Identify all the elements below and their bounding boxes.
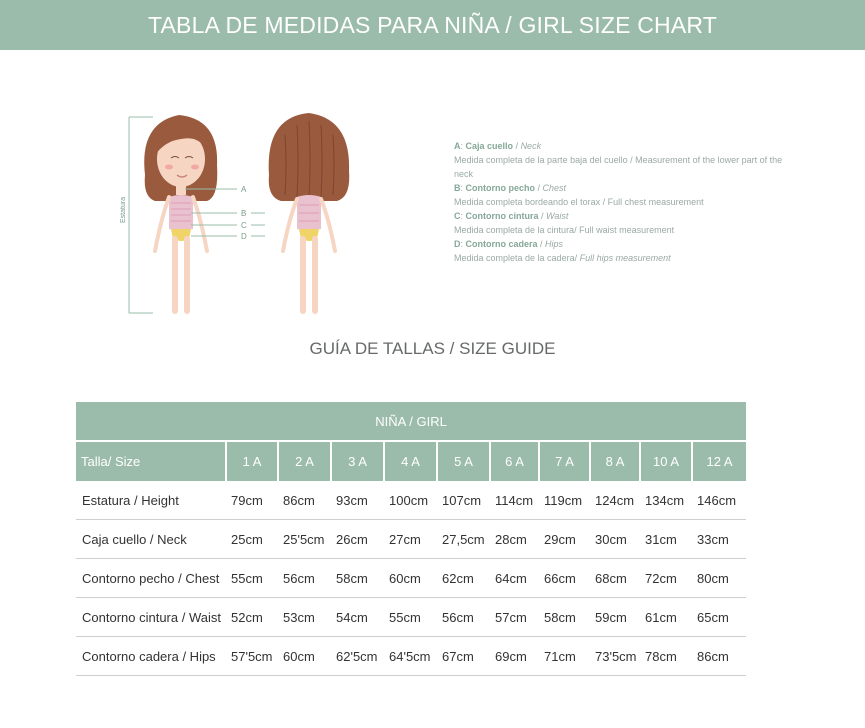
table-group-header: NIÑA / GIRL [76,402,746,441]
table-cell: 25'5cm [278,520,331,559]
table-cell: 27,5cm [437,520,490,559]
page-title: TABLA DE MEDIDAS PARA NIÑA / GIRL SIZE CHART [147,11,718,38]
row-label: Contorno cintura / Waist [76,598,226,637]
legend-desc-chest: Medida completa bordeando el torax / Full chest measurement [454,197,704,207]
girl-measurement-illustration [115,105,370,325]
girl-back [269,113,350,311]
table-cell: 124cm [590,481,640,520]
size-col: 5 A [437,441,490,481]
size-col: 1 A [226,441,278,481]
table-cell: 57cm [490,598,539,637]
table-cell: 55cm [384,598,437,637]
table-cell: 60cm [384,559,437,598]
table-row [76,637,746,676]
size-col: 10 A [640,441,692,481]
marker-a: A [241,185,247,194]
table-cell: 66cm [539,559,590,598]
legend-desc-neck: Medida completa de la parte baja del cuello / Measurement of the lower part of the neck [454,155,783,179]
size-col: 7 A [539,441,590,481]
table-cell: 29cm [539,520,590,559]
table-cell: 56cm [278,559,331,598]
legend-desc-hips: Medida completa de la cadera/ Full hips measurement [454,253,671,263]
table-cell: 57'5cm [226,637,278,676]
marker-c: C [241,221,247,230]
table-row [76,598,746,637]
measurement-legend [454,139,784,265]
table-cell: 52cm [226,598,278,637]
table-row [76,559,746,598]
size-header-row [76,441,746,481]
table-cell: 62cm [437,559,490,598]
table-cell: 100cm [384,481,437,520]
page-banner [0,0,865,50]
table-cell: 58cm [331,559,384,598]
size-col: 3 A [331,441,384,481]
size-table [76,402,746,676]
table-cell: 73'5cm [590,637,640,676]
table-cell: 146cm [692,481,746,520]
table-cell: 60cm [278,637,331,676]
size-col: 4 A [384,441,437,481]
table-cell: 26cm [331,520,384,559]
size-header-label: Talla/ Size [76,441,226,481]
table-cell: 67cm [437,637,490,676]
size-col: 12 A [692,441,746,481]
table-cell: 71cm [539,637,590,676]
legend-item-hips: D: Contorno cadera / Hips [454,239,564,249]
table-cell: 119cm [539,481,590,520]
table-row [76,520,746,559]
marker-d: D [241,232,247,241]
table-cell: 79cm [226,481,278,520]
table-cell: 53cm [278,598,331,637]
table-cell: 59cm [590,598,640,637]
size-col: 2 A [278,441,331,481]
size-col: 6 A [490,441,539,481]
legend-desc-waist: Medida completa de la cintura/ Full waist measurement [454,225,675,235]
table-cell: 54cm [331,598,384,637]
size-col: 8 A [590,441,640,481]
legend-item-neck: A: Caja cuello / Neck [454,141,542,151]
row-label: Contorno cadera / Hips [76,637,226,676]
table-cell: 30cm [590,520,640,559]
size-guide-title: GUÍA DE TALLAS / SIZE GUIDE [309,339,556,358]
table-cell: 80cm [692,559,746,598]
legend-item-chest: B: Contorno pecho / Chest [454,183,567,193]
table-cell: 55cm [226,559,278,598]
table-cell: 65cm [692,598,746,637]
table-cell: 33cm [692,520,746,559]
table-cell: 86cm [278,481,331,520]
table-cell: 107cm [437,481,490,520]
table-cell: 25cm [226,520,278,559]
table-cell: 86cm [692,637,746,676]
table-cell: 78cm [640,637,692,676]
table-cell: 62'5cm [331,637,384,676]
table-cell: 114cm [490,481,539,520]
marker-b: B [241,209,247,218]
table-cell: 27cm [384,520,437,559]
table-cell: 69cm [490,637,539,676]
table-row [76,481,746,520]
table-cell: 56cm [437,598,490,637]
legend-item-waist: C: Contorno cintura / Waist [454,211,569,221]
table-cell: 64'5cm [384,637,437,676]
table-cell: 64cm [490,559,539,598]
table-cell: 72cm [640,559,692,598]
table-cell: 93cm [331,481,384,520]
table-cell: 58cm [539,598,590,637]
table-cell: 28cm [490,520,539,559]
table-cell: 68cm [590,559,640,598]
row-label: Contorno pecho / Chest [76,559,226,598]
row-label: Estatura / Height [76,481,226,520]
table-cell: 134cm [640,481,692,520]
height-label: Estatura [120,196,127,223]
row-label: Caja cuello / Neck [76,520,226,559]
table-cell: 61cm [640,598,692,637]
table-cell: 31cm [640,520,692,559]
